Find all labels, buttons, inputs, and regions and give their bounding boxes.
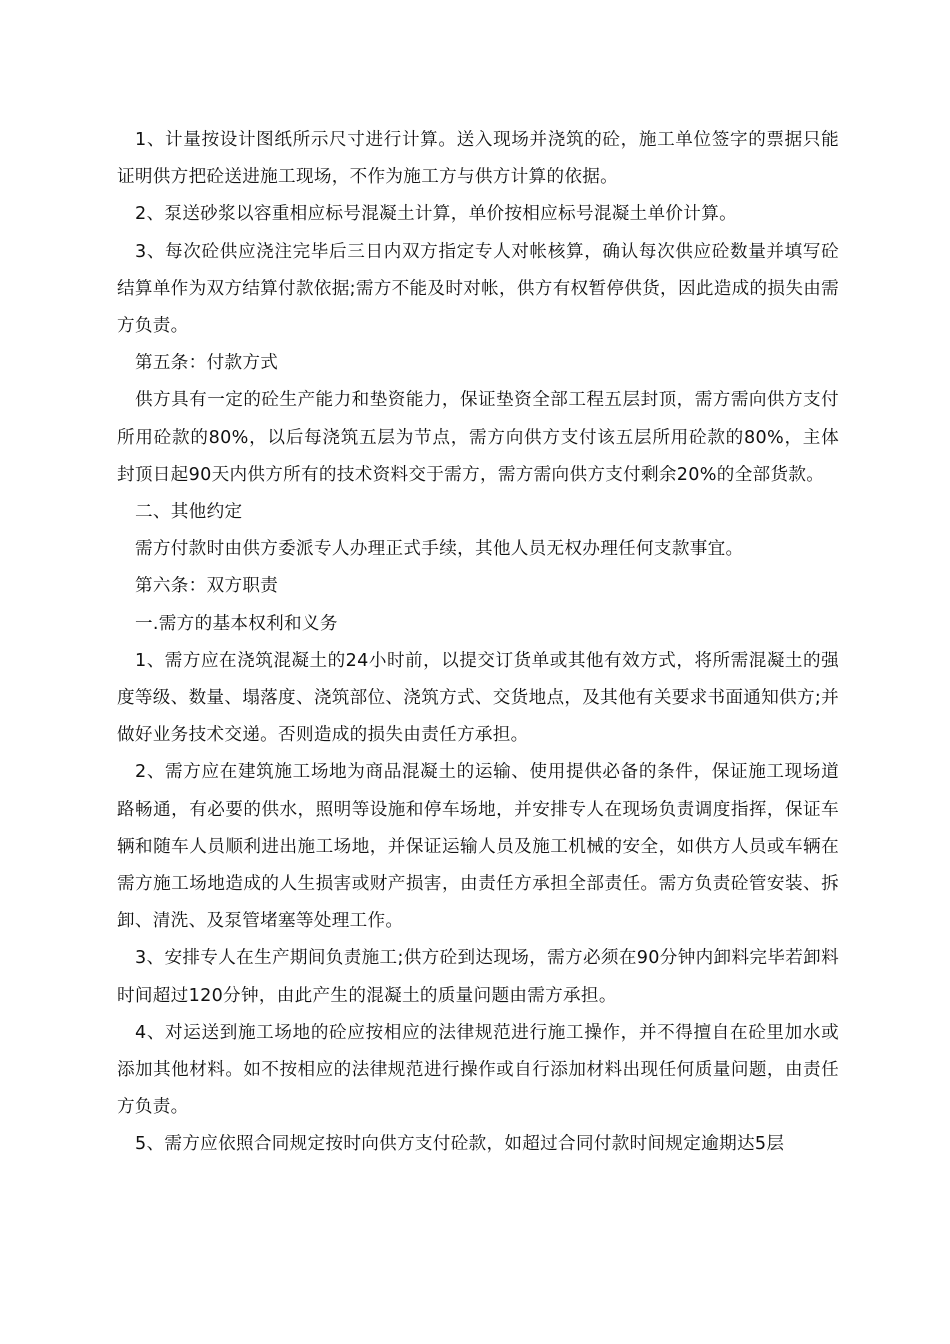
section-heading-other: 二、其他约定 bbox=[135, 502, 243, 523]
paragraph-duty-2: 2、需方应在建筑施工场地为商品混凝土的运输、使用提供必备的条件，保证施工现场道路畅通，有必要的供水，照明等设施和停车场地，并安排专人在现场负责调度指挥，保证车辆和随车人员顺利进出施工场地，并保证运输人员及施工机械的安全，如供方人员或车辆在需方施工场地造成的人生损害或财产损害，由责任方承担全部责任。需方负责砼管安装、拆卸、清洗、及泵管堵塞等处理工作。 bbox=[117, 762, 839, 932]
paragraph-other-terms: 需方付款时由供方委派专人办理正式手续，其他人员无权办理任何支款事宜。 bbox=[135, 539, 744, 560]
subheading-buyer-rights: 一.需方的基本权利和义务 bbox=[135, 613, 338, 634]
paragraph-duty-3: 3、安排专人在生产期间负责施工;供方砼到达现场，需方必须在90分钟内卸料完毕若卸料时间超过120分钟，由此产生的混凝土的质量问题由需方承担。 bbox=[117, 948, 839, 1006]
paragraph-duty-4: 4、对运送到施工场地的砼应按相应的法律规范进行施工操作，并不得擅自在砼里加水或添加其他材料。如不按相应的法律规范进行操作或自行添加材料出现任何质量问题，由责任方负责。 bbox=[117, 1022, 839, 1118]
document-body bbox=[117, 122, 839, 1164]
paragraph-duty-1: 1、需方应在浇筑混凝土的24小时前，以提交订货单或其他有效方式，将所需混凝土的强度等级、数量、塌落度、浇筑部位、浇筑方式、交货地点，及其他有关要求书面通知供方;并做好业务技术交递。否则造成的损失由责任方承担。 bbox=[117, 650, 839, 746]
paragraph-2: 2、泵送砂浆以容重相应标号混凝土计算，单价按相应标号混凝土单价计算。 bbox=[135, 204, 737, 225]
section-heading-duties: 第六条：双方职责 bbox=[135, 576, 279, 597]
paragraph-1: 1、计量按设计图纸所示尺寸进行计算。送入现场并浇筑的砼，施工单位签字的票据只能证明供方把砼送进施工现场，不作为施工方与供方计算的依据。 bbox=[117, 130, 839, 188]
paragraph-duty-5: 5、需方应依照合同规定按时向供方支付砼款，如超过合同付款时间规定逾期达5层 bbox=[135, 1134, 785, 1155]
paragraph-3: 3、每次砼供应浇注完毕后三日内双方指定专人对帐核算，确认每次供应砼数量并填写砼结算单作为双方结算付款依据;需方不能及时对帐，供方有权暂停供货，因此造成的损失由需方负责。 bbox=[117, 241, 839, 337]
paragraph-payment-terms: 供方具有一定的砼生产能力和垫资能力，保证垫资全部工程五层封顶，需方需向供方支付所用砼款的80%，以后每浇筑五层为节点，需方向供方支付该五层所用砼款的80%，主体封顶日起90天内供方所有的技术资料交于需方，需方需向供方支付剩余20%的全部货款。 bbox=[117, 390, 839, 485]
section-heading-payment: 第五条：付款方式 bbox=[135, 353, 279, 374]
